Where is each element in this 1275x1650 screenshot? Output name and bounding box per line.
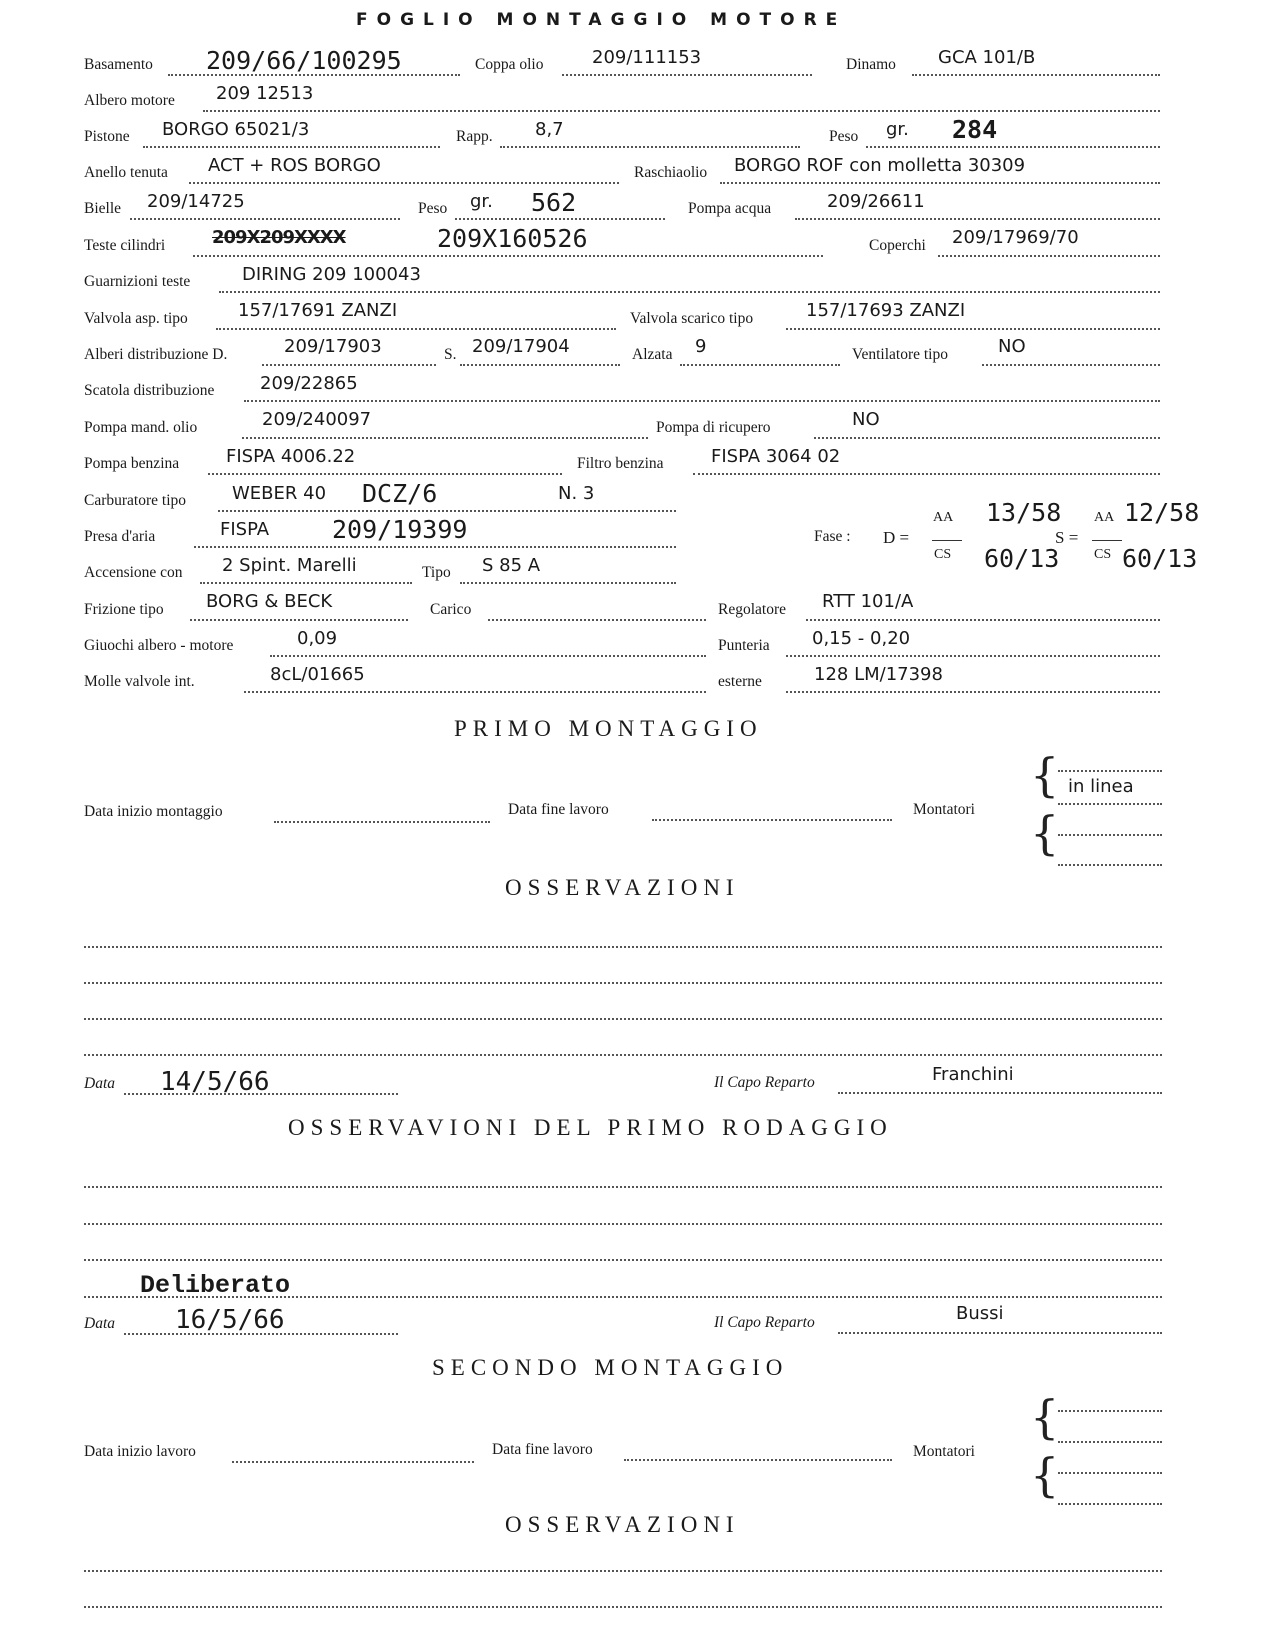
rodaggio-line-3 xyxy=(84,1259,1162,1261)
coppa-olio-value: 209/111153 xyxy=(592,47,702,68)
anello-tenuta-value: ACT + ROS BORGO xyxy=(208,155,381,176)
tipo-label: Tipo xyxy=(422,564,451,581)
rodaggio-title: OSSERVAVIONI DEL PRIMO RODAGGIO xyxy=(288,1115,893,1140)
scatola-distribuzione-line xyxy=(244,400,1160,402)
presa-aria-line xyxy=(194,546,676,548)
dinamo-line xyxy=(912,74,1160,76)
data-inizio-montaggio-line xyxy=(274,821,490,823)
valvola-scarico-value: 157/17693 ZANZI xyxy=(806,300,966,321)
alzata-label: Alzata xyxy=(632,346,673,363)
carburatore-label: Carburatore tipo xyxy=(84,492,187,509)
pompa-benzina-label: Pompa benzina xyxy=(84,455,180,472)
alberi-distribuzione-label: Alberi distribuzione D. xyxy=(84,346,228,363)
filtro-benzina-value: FISPA 3064 02 xyxy=(711,446,841,467)
peso-bielle-unit: gr. xyxy=(470,191,493,212)
secondo-montatori-line-3 xyxy=(1058,1472,1162,1474)
data-inizio-montaggio-label: Data inizio montaggio xyxy=(84,803,223,820)
valvola-asp-label: Valvola asp. tipo xyxy=(84,310,188,327)
regolatore-label: Regolatore xyxy=(718,601,787,618)
alberi-distribuzione-value: 209/17903 xyxy=(284,336,382,357)
valvola-scarico-line xyxy=(786,328,1160,330)
esterne-line xyxy=(786,691,1160,693)
alberi-distribuzione-line xyxy=(262,364,436,366)
alberi-s-line xyxy=(460,364,620,366)
secondo-data-inizio-label: Data inizio lavoro xyxy=(84,1443,196,1460)
punteria-value: 0,15 - 0,20 xyxy=(812,628,911,649)
pistone-value: BORGO 65021/3 xyxy=(162,119,310,140)
regolatore-line xyxy=(806,619,1160,621)
fase-s-cs-label: CS xyxy=(1094,547,1112,562)
pompa-acqua-value: 209/26611 xyxy=(827,191,925,212)
presa-aria-label: Presa d'aria xyxy=(84,528,156,545)
capo-reparto-value: Franchini xyxy=(932,1064,1014,1085)
carico-label: Carico xyxy=(430,601,472,618)
ventilatore-label: Ventilatore tipo xyxy=(852,346,948,363)
fase-d-aa-label: AA xyxy=(933,510,954,525)
rapp-label: Rapp. xyxy=(456,128,493,145)
esterne-value: 128 LM/17398 xyxy=(814,664,943,685)
coperchi-label: Coperchi xyxy=(869,237,926,254)
rodaggio-capo-line xyxy=(838,1332,1162,1334)
data-fine-lavoro-line xyxy=(652,819,892,821)
filtro-benzina-line xyxy=(693,473,1160,475)
giuochi-label: Giuochi albero - motore xyxy=(84,637,234,654)
pompa-mand-olio-line xyxy=(242,437,648,439)
fase-s-aa-value: 12/58 xyxy=(1124,498,1200,527)
pistone-label: Pistone xyxy=(84,128,130,145)
scatola-distribuzione-value: 209/22865 xyxy=(260,373,358,394)
fase-s-label: S = xyxy=(1055,528,1079,547)
pompa-benzina-line xyxy=(208,473,562,475)
osservazioni-title: OSSERVAZIONI xyxy=(505,875,740,900)
valvola-asp-value: 157/17691 ZANZI xyxy=(238,300,398,321)
punteria-label: Punteria xyxy=(718,637,770,654)
ventilatore-value: NO xyxy=(998,336,1026,357)
raschiaolio-label: Raschiaolio xyxy=(634,164,708,181)
fase-s-cs-value: 60/13 xyxy=(1122,544,1198,573)
frizione-line xyxy=(190,619,408,621)
filtro-benzina-label: Filtro benzina xyxy=(577,455,664,472)
punteria-line xyxy=(786,655,1160,657)
fase-d-aa-value: 13/58 xyxy=(986,498,1062,527)
rodaggio-capo-value: Bussi xyxy=(956,1303,1004,1324)
raschiaolio-value: BORGO ROF con molletta 30309 xyxy=(734,155,1026,176)
presa-aria-value: FISPA xyxy=(220,519,270,540)
fase-d-cs-value: 60/13 xyxy=(984,544,1060,573)
montatori-line-3 xyxy=(1058,834,1162,836)
albero-motore-value: 209 12513 xyxy=(216,83,314,104)
rapp-value: 8,7 xyxy=(535,119,564,140)
secondo-data-fine-label: Data fine lavoro xyxy=(492,1441,593,1458)
peso-pistone-line xyxy=(866,146,1160,148)
teste-cilindri-value: 209X160526 xyxy=(437,224,588,253)
frizione-value: BORG & BECK xyxy=(206,591,333,612)
carico-line xyxy=(488,619,706,621)
fase-s-fraction-bar xyxy=(1092,540,1122,541)
osservazioni-line-3 xyxy=(84,1018,1162,1020)
montatori-brace-top: { xyxy=(1030,748,1060,802)
secondo-data-fine-line xyxy=(624,1459,892,1461)
peso-bielle-label: Peso xyxy=(418,200,448,217)
carburatore-line xyxy=(218,510,676,512)
fase-label: Fase : xyxy=(814,528,851,545)
frizione-label: Frizione tipo xyxy=(84,601,164,618)
tipo-line xyxy=(460,582,676,584)
albero-motore-line xyxy=(203,110,1160,112)
alberi-s-value: 209/17904 xyxy=(472,336,570,357)
osservazioni2-line-2 xyxy=(84,1606,1162,1608)
carburatore-value2: DCZ/6 xyxy=(362,479,438,508)
basamento-label: Basamento xyxy=(84,56,153,73)
data-fine-lavoro-label: Data fine lavoro xyxy=(508,801,609,818)
valvola-scarico-label: Valvola scarico tipo xyxy=(630,310,754,327)
rodaggio-data-label: Data xyxy=(84,1315,115,1332)
accensione-line xyxy=(200,582,412,584)
secondo-montaggio-title: SECONDO MONTAGGIO xyxy=(432,1355,789,1380)
pistone-line xyxy=(143,146,440,148)
guarnizioni-teste-label: Guarnizioni teste xyxy=(84,273,191,290)
giuochi-line xyxy=(270,655,706,657)
secondo-montatori-label: Montatori xyxy=(913,1443,975,1460)
anello-tenuta-line xyxy=(189,182,619,184)
secondo-montatori-line-4 xyxy=(1058,1503,1162,1505)
guarnizioni-teste-line xyxy=(219,291,1160,293)
osservazioni-line-4 xyxy=(84,1054,1162,1056)
montatori-line-2 xyxy=(1058,803,1162,805)
pompa-benzina-value: FISPA 4006.22 xyxy=(226,446,356,467)
basamento-value: 209/66/100295 xyxy=(206,46,402,75)
montatori-line-1 xyxy=(1058,770,1162,772)
secondo-montatori-brace-top: { xyxy=(1030,1390,1060,1444)
osservazioni2-line-1 xyxy=(84,1570,1162,1572)
alzata-line xyxy=(680,364,840,366)
pompa-ricupero-line xyxy=(814,437,1160,439)
dinamo-value: GCA 101/B xyxy=(938,47,1036,68)
pompa-acqua-line xyxy=(795,218,1160,220)
fase-d-cs-label: CS xyxy=(934,547,952,562)
dinamo-label: Dinamo xyxy=(846,56,896,73)
pompa-mand-olio-label: Pompa mand. olio xyxy=(84,419,198,436)
bielle-label: Bielle xyxy=(84,200,122,217)
rodaggio-capo-label: Il Capo Reparto xyxy=(714,1314,815,1331)
molle-int-value: 8cL/01665 xyxy=(270,664,365,685)
osservazioni2-title: OSSERVAZIONI xyxy=(505,1512,740,1537)
montatori-brace-bottom: { xyxy=(1030,806,1060,860)
fase-s-aa-label: AA xyxy=(1094,510,1115,525)
rodaggio-data-value: 16/5/66 xyxy=(175,1305,285,1335)
osservazioni-data-label: Data xyxy=(84,1075,115,1092)
coperchi-line xyxy=(938,255,1160,257)
giuochi-value: 0,09 xyxy=(297,628,338,649)
carburatore-value3: N. 3 xyxy=(558,483,595,504)
rodaggio-line-2 xyxy=(84,1223,1162,1225)
esterne-label: esterne xyxy=(718,673,762,690)
guarnizioni-teste-value: DIRING 209 100043 xyxy=(242,264,421,285)
presa-aria-value2: 209/19399 xyxy=(332,515,468,544)
anello-tenuta-label: Anello tenuta xyxy=(84,164,168,181)
alberi-s-label: S. xyxy=(444,346,457,363)
alzata-value: 9 xyxy=(695,336,707,357)
carburatore-value: WEBER 40 xyxy=(232,483,327,504)
bielle-value: 209/14725 xyxy=(147,191,245,212)
rodaggio-note: Deliberato xyxy=(140,1271,291,1300)
secondo-montatori-line-2 xyxy=(1058,1441,1162,1443)
accensione-label: Accensione con xyxy=(84,564,183,581)
page-title: FOGLIO MONTAGGIO MOTORE xyxy=(356,10,847,30)
primo-montaggio-title: PRIMO MONTAGGIO xyxy=(454,716,763,741)
raschiaolio-line xyxy=(720,182,1160,184)
pompa-ricupero-value: NO xyxy=(852,409,880,430)
osservazioni-data-value: 14/5/66 xyxy=(160,1067,270,1097)
teste-cilindri-struck: 209X209XXXX xyxy=(212,227,346,248)
capo-reparto-line xyxy=(838,1092,1162,1094)
coppa-olio-label: Coppa olio xyxy=(475,56,544,73)
rapp-line xyxy=(500,146,800,148)
coppa-olio-line xyxy=(562,74,812,76)
albero-motore-label: Albero motore xyxy=(84,92,175,109)
accensione-value: 2 Spint. Marelli xyxy=(222,555,357,576)
osservazioni-line-2 xyxy=(84,982,1162,984)
scatola-distribuzione-label: Scatola distribuzione xyxy=(84,382,215,399)
osservazioni-line-1 xyxy=(84,946,1162,948)
bielle-line xyxy=(130,218,400,220)
peso-pistone-unit: gr. xyxy=(886,119,909,140)
peso-pistone-value: 284 xyxy=(952,115,998,144)
coperchi-value: 209/17969/70 xyxy=(952,227,1079,248)
ventilatore-line xyxy=(982,364,1160,366)
montatori-line-4 xyxy=(1058,864,1162,866)
molle-int-label: Molle valvole int. xyxy=(84,673,195,690)
fase-d-fraction-bar xyxy=(932,540,962,541)
rodaggio-line-1 xyxy=(84,1186,1162,1188)
capo-reparto-label: Il Capo Reparto xyxy=(714,1074,815,1091)
pompa-acqua-label: Pompa acqua xyxy=(688,200,772,217)
peso-pistone-label: Peso xyxy=(829,128,859,145)
secondo-montatori-line-1 xyxy=(1058,1410,1162,1412)
peso-bielle-value: 562 xyxy=(531,188,577,217)
teste-cilindri-label: Teste cilindri xyxy=(84,237,166,254)
fase-d-label: D = xyxy=(883,528,910,547)
molle-int-line xyxy=(244,691,706,693)
valvola-asp-line xyxy=(216,328,616,330)
peso-bielle-line xyxy=(455,218,665,220)
tipo-value: S 85 A xyxy=(482,555,541,576)
secondo-data-inizio-line xyxy=(232,1461,474,1463)
teste-cilindri-line xyxy=(193,255,823,257)
montatori-value: in linea xyxy=(1068,776,1134,797)
pompa-mand-olio-value: 209/240097 xyxy=(262,409,372,430)
secondo-montatori-brace-bottom: { xyxy=(1030,1448,1060,1502)
montatori-label: Montatori xyxy=(913,801,975,818)
pompa-ricupero-label: Pompa di ricupero xyxy=(656,419,771,436)
regolatore-value: RTT 101/A xyxy=(822,591,914,612)
